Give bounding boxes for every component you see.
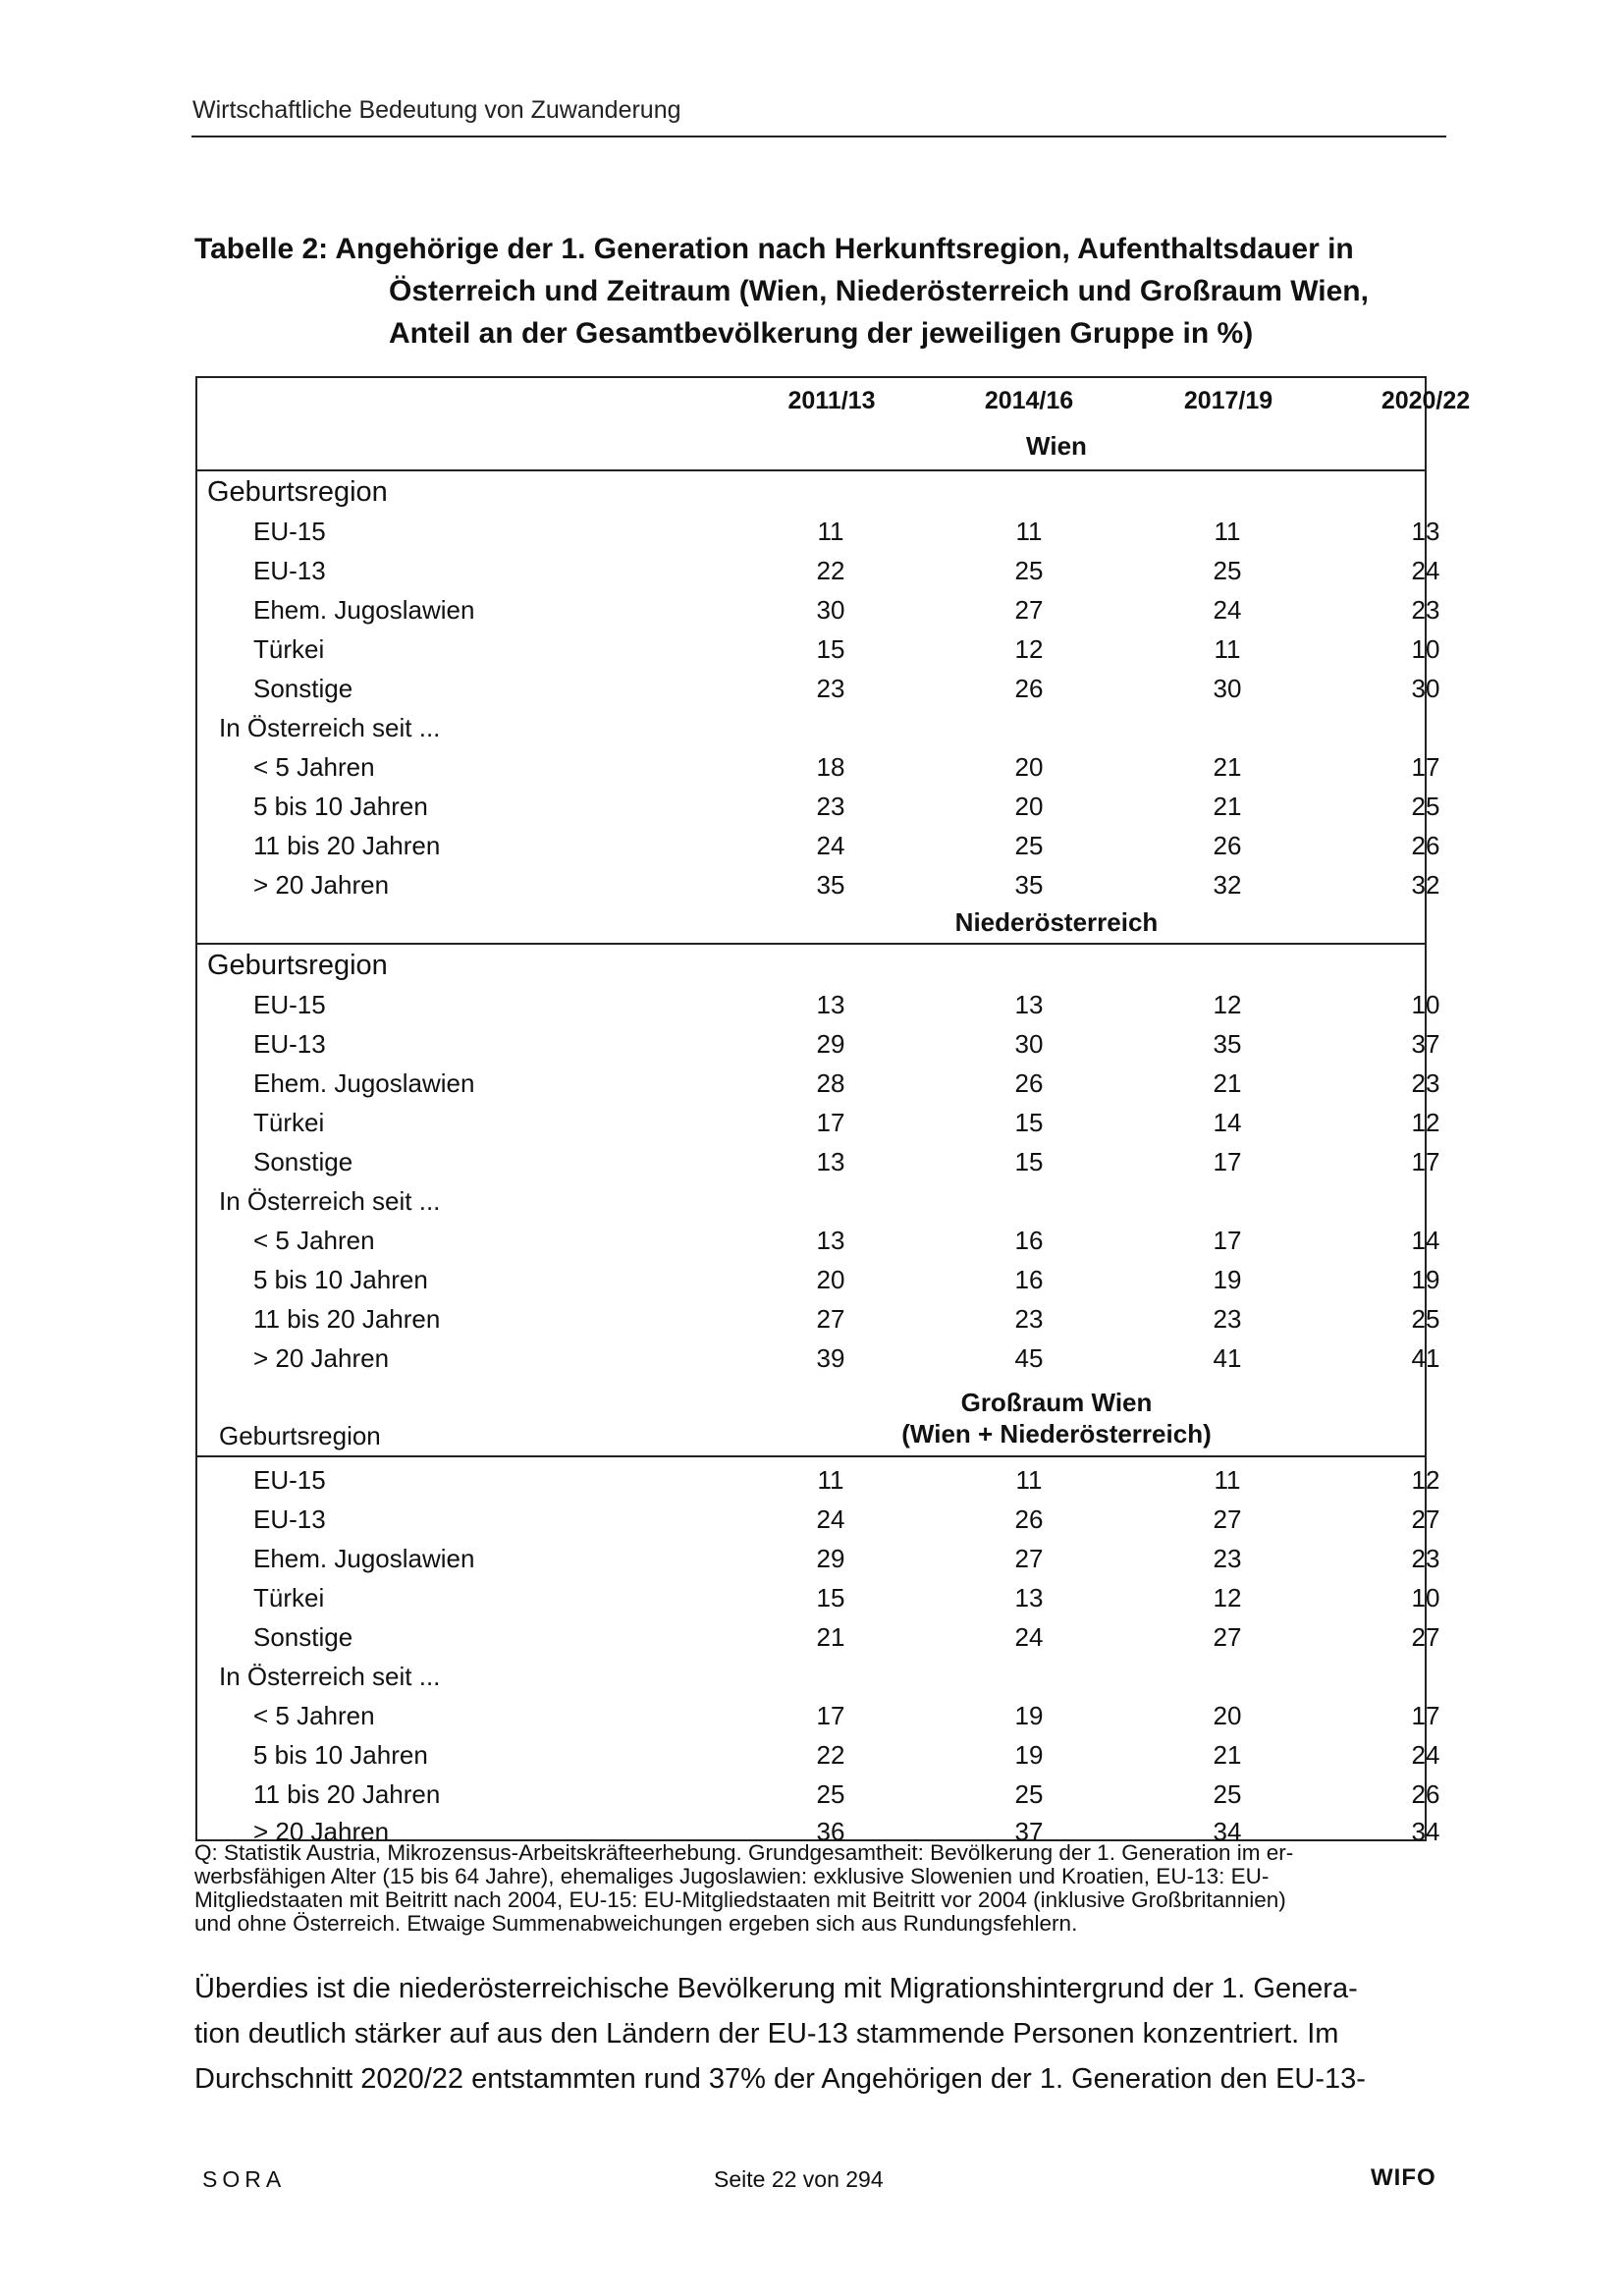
table-cell: 14	[1213, 1108, 1242, 1137]
caption-line-3: Anteil an der Gesamtbevölkerung der jeweiligen Gruppe in %)	[389, 317, 1254, 350]
table-row	[197, 708, 1425, 747]
running-head: Wirtschaftliche Bedeutung von Zuwanderung	[192, 96, 681, 124]
table-row	[197, 1024, 1440, 1064]
table-cell: 13	[1014, 1583, 1044, 1613]
table-row	[197, 1460, 1440, 1500]
row-label: 5 bis 10 Jahren	[253, 1740, 428, 1770]
header-rule	[191, 136, 1446, 137]
row-label: Ehem. Jugoslawien	[253, 1544, 475, 1573]
row-label: In Österreich seit ...	[219, 1186, 441, 1216]
table-cell: 10	[1411, 1583, 1440, 1613]
table-row	[197, 1221, 1440, 1260]
section-title-wien: Wien	[1026, 431, 1087, 461]
table-cell: 17	[1411, 752, 1440, 782]
table-row	[197, 1181, 1425, 1221]
table-cell: 20	[816, 1265, 845, 1294]
table-cell: 12	[1014, 634, 1044, 664]
table-row	[197, 747, 1440, 787]
table-cell: 37	[1411, 1029, 1440, 1059]
table-cell: 24	[816, 831, 845, 860]
table-cell: 20	[1014, 792, 1044, 821]
table-row	[197, 985, 1440, 1024]
row-label: Sonstige	[253, 1622, 353, 1652]
data-table	[195, 376, 1471, 1846]
table-row	[197, 1064, 1440, 1103]
table-row	[197, 551, 1440, 590]
table-rule	[197, 943, 1425, 945]
table-cell: 26	[1014, 1504, 1044, 1534]
table-row	[197, 826, 1440, 865]
row-label: > 20 Jahren	[253, 870, 390, 900]
table-row	[197, 1578, 1440, 1617]
table-row	[197, 1260, 1440, 1299]
table-cell: 32	[1213, 870, 1242, 900]
table-row	[197, 787, 1440, 826]
table-row	[197, 629, 1440, 669]
table-cell: 17	[816, 1701, 845, 1730]
table-cell: 27	[1014, 595, 1044, 625]
row-label: EU-15	[253, 1465, 326, 1495]
table-cell: 12	[1213, 990, 1242, 1019]
table-cell: 27	[1014, 1544, 1044, 1573]
table-row	[197, 1103, 1440, 1142]
section-title-niederoesterreich: Niederösterreich	[954, 907, 1159, 937]
table-source-note	[194, 1841, 1441, 1936]
table-cell: 35	[1213, 1029, 1242, 1059]
footer-sora-logo: SORA	[202, 2166, 287, 2192]
table-cell: 35	[816, 870, 845, 900]
table-cell: 29	[816, 1029, 845, 1059]
row-label: Türkei	[253, 1583, 325, 1613]
column-header: 2017/19	[1183, 387, 1273, 414]
table-cell: 20	[1213, 1701, 1242, 1730]
table-cell: 35	[1014, 870, 1044, 900]
row-label: Geburtsregion	[219, 1421, 381, 1450]
table-row	[197, 1339, 1440, 1378]
table-caption	[194, 228, 1441, 355]
table-cell: 30	[1411, 674, 1440, 703]
row-label: Geburtsregion	[207, 476, 388, 508]
table-cell: 23	[1014, 1304, 1044, 1334]
table-row	[197, 512, 1440, 551]
body-line: tion deutlich stärker auf aus den Ländern der EU-13 stammende Personen konzentriert. Im	[194, 2018, 1339, 2050]
table-cell: 23	[1213, 1304, 1242, 1334]
row-label: EU-15	[253, 990, 326, 1019]
table-cell: 25	[1014, 831, 1044, 860]
table-cell: 26	[1411, 831, 1440, 860]
table-cell: 37	[1014, 1817, 1044, 1846]
row-label: < 5 Jahren	[253, 752, 375, 782]
row-label: 5 bis 10 Jahren	[253, 792, 428, 821]
row-label: > 20 Jahren	[253, 1817, 390, 1846]
table-cell: 13	[816, 990, 845, 1019]
body-line: Durchschnitt 2020/22 entstammten rund 37% der Angehörigen der 1. Generation den EU-13-	[194, 2063, 1366, 2095]
table-cell: 13	[816, 1147, 845, 1176]
table-cell: 25	[1014, 1779, 1044, 1809]
table-cell: 24	[1014, 1622, 1044, 1652]
table-row	[197, 1416, 1425, 1455]
table-cell: 41	[1411, 1343, 1440, 1373]
row-label: 5 bis 10 Jahren	[253, 1265, 428, 1294]
source-line: Q: Statistik Austria, Mikrozensus-Arbeitskräfteerhebung. Grundgesamtheit: Bevölkerung der 1. Generation im er-	[194, 1840, 1294, 1865]
table-cell: 11	[1015, 517, 1043, 546]
table-cell: 22	[816, 1740, 845, 1770]
table-cell: 39	[816, 1343, 845, 1373]
table-cell: 24	[1213, 595, 1242, 625]
table-row	[197, 1696, 1440, 1735]
table-cell: 11	[817, 517, 844, 546]
table-cell: 14	[1411, 1226, 1440, 1255]
row-label: < 5 Jahren	[253, 1701, 375, 1730]
table-cell: 10	[1411, 634, 1440, 664]
column-header: 2011/13	[787, 387, 876, 414]
table-row	[197, 946, 1425, 985]
table-cell: 19	[1014, 1701, 1044, 1730]
row-label: 11 bis 20 Jahren	[253, 1779, 441, 1809]
column-header: 2020/22	[1380, 387, 1471, 414]
row-label: 11 bis 20 Jahren	[253, 1304, 441, 1334]
table-row	[197, 669, 1440, 708]
table-cell: 22	[816, 556, 845, 585]
row-label: 11 bis 20 Jahren	[253, 831, 441, 860]
table-rule	[197, 1455, 1425, 1457]
body-line: Überdies ist die niederösterreichische Bevölkerung mit Migrationshintergrund der 1. Genera-	[194, 1973, 1358, 2004]
table-cell: 15	[816, 1583, 845, 1613]
table-cell: 19	[1213, 1265, 1242, 1294]
table-cell: 20	[1014, 752, 1044, 782]
table-row	[197, 1142, 1440, 1181]
table-cell: 27	[1411, 1504, 1440, 1534]
row-label: Ehem. Jugoslawien	[253, 1068, 475, 1098]
row-label: Geburtsregion	[207, 950, 388, 981]
table-cell: 11	[1214, 634, 1241, 664]
table-cell: 25	[1411, 1304, 1440, 1334]
row-label: Sonstige	[253, 674, 353, 703]
table-row	[197, 1775, 1440, 1814]
table-cell: 28	[816, 1068, 845, 1098]
table-cell: 21	[1213, 752, 1242, 782]
row-label: Türkei	[253, 634, 325, 664]
table-cell: 32	[1411, 870, 1440, 900]
table-cell: 12	[1411, 1465, 1440, 1495]
table-cell: 24	[816, 1504, 845, 1534]
table-row	[197, 1500, 1440, 1539]
table-cell: 24	[1411, 1740, 1440, 1770]
table-cell: 34	[1411, 1817, 1440, 1846]
table-cell: 25	[1014, 556, 1044, 585]
row-label: Ehem. Jugoslawien	[253, 595, 475, 625]
table-cell: 23	[1411, 595, 1440, 625]
table-cell: 26	[1014, 674, 1044, 703]
table-cell: 24	[1411, 556, 1440, 585]
table-cell: 10	[1411, 990, 1440, 1019]
table-cell: 26	[1411, 1779, 1440, 1809]
table-cell: 29	[816, 1544, 845, 1573]
row-label: Türkei	[253, 1108, 325, 1137]
table-cell: 12	[1411, 1108, 1440, 1137]
row-label: In Österreich seit ...	[219, 713, 441, 742]
table-row	[197, 1299, 1440, 1339]
table-cell: 26	[1213, 831, 1242, 860]
table-rule	[197, 469, 1425, 471]
table-cell: 21	[1213, 1068, 1242, 1098]
table-cell: 27	[816, 1304, 845, 1334]
table-cell: 30	[1014, 1029, 1044, 1059]
table-cell: 11	[817, 1465, 844, 1495]
source-line: und ohne Österreich. Etwaige Summenabweichungen ergeben sich aus Rundungsfehlern.	[194, 1911, 1078, 1936]
table-cell: 25	[816, 1779, 845, 1809]
row-label: < 5 Jahren	[253, 1226, 375, 1255]
table-cell: 25	[1213, 556, 1242, 585]
table-row	[197, 1617, 1440, 1657]
row-label: EU-13	[253, 556, 326, 585]
table-cell: 41	[1213, 1343, 1242, 1373]
table-row	[197, 1539, 1440, 1578]
caption-line-1: Tabelle 2: Angehörige der 1. Generation nach Herkunftsregion, Aufenthaltsdauer in	[194, 233, 1354, 265]
table-cell: 11	[1214, 517, 1241, 546]
table-cell: 21	[1213, 1740, 1242, 1770]
table-cell: 15	[1014, 1147, 1044, 1176]
table-cell: 23	[1411, 1068, 1440, 1098]
body-paragraph	[194, 1966, 1451, 2102]
table-cell: 45	[1014, 1343, 1044, 1373]
table-cell: 23	[816, 792, 845, 821]
table-cell: 13	[1014, 990, 1044, 1019]
table-cell: 23	[1213, 1544, 1242, 1573]
table-cell: 27	[1411, 1622, 1440, 1652]
table-row	[197, 865, 1440, 904]
table-cell: 25	[1213, 1779, 1242, 1809]
row-label: EU-13	[253, 1029, 326, 1059]
table-cell: 30	[816, 595, 845, 625]
table-cell: 13	[816, 1226, 845, 1255]
table-cell: 30	[1213, 674, 1242, 703]
table-row	[197, 472, 1425, 512]
caption-line-2: Österreich und Zeitraum (Wien, Niederösterreich und Großraum Wien,	[389, 275, 1369, 307]
table-cell: 15	[1014, 1108, 1044, 1137]
section-subtitle-grossraum-wien: (Wien + Niederösterreich)	[901, 1419, 1212, 1449]
source-line: werbsfähigen Alter (15 bis 64 Jahre), ehemaliges Jugoslawien: exklusive Slowenien und Kroatien, EU-13: EU-	[194, 1864, 1270, 1888]
table-cell: 27	[1213, 1504, 1242, 1534]
table-row	[197, 1735, 1440, 1775]
table-cell: 11	[1015, 1465, 1043, 1495]
table-cell: 27	[1213, 1622, 1242, 1652]
footer-wifo-logo: WIFO	[1371, 2164, 1436, 2191]
table-row	[197, 1657, 1425, 1696]
table-cell: 12	[1213, 1583, 1242, 1613]
table-cell: 19	[1014, 1740, 1044, 1770]
table-cell: 23	[816, 674, 845, 703]
table-cell: 21	[816, 1622, 845, 1652]
table-cell: 36	[816, 1817, 845, 1846]
table-cell: 17	[1411, 1147, 1440, 1176]
table-cell: 18	[816, 752, 845, 782]
page-number: Seite 22 von 294	[714, 2166, 884, 2192]
table-cell: 15	[816, 634, 845, 664]
section-title-grossraum-wien: Großraum Wien	[960, 1388, 1153, 1417]
source-line: Mitgliedstaaten mit Beitritt nach 2004, EU-15: EU-Mitgliedstaaten mit Beitritt vor 2004 (inklusive Großbritannien)	[194, 1887, 1286, 1912]
table-cell: 19	[1411, 1265, 1440, 1294]
table-cell: 25	[1411, 792, 1440, 821]
table-cell: 23	[1411, 1544, 1440, 1573]
table-cell: 11	[1214, 1465, 1241, 1495]
table-cell: 34	[1213, 1817, 1242, 1846]
table-cell: 13	[1411, 517, 1440, 546]
row-label: EU-13	[253, 1504, 326, 1534]
table-row	[197, 590, 1440, 629]
table-cell: 21	[1213, 792, 1242, 821]
row-label: > 20 Jahren	[253, 1343, 390, 1373]
table-cell: 17	[1213, 1147, 1242, 1176]
column-header-row	[197, 381, 1471, 420]
row-label: In Österreich seit ...	[219, 1662, 441, 1691]
table-cell: 26	[1014, 1068, 1044, 1098]
table-cell: 17	[1411, 1701, 1440, 1730]
column-header: 2014/16	[984, 387, 1074, 414]
table-cell: 17	[1213, 1226, 1242, 1255]
table-cell: 16	[1014, 1265, 1044, 1294]
table-cell: 17	[816, 1108, 845, 1137]
row-label: Sonstige	[253, 1147, 353, 1176]
row-label: EU-15	[253, 517, 326, 546]
table-cell: 16	[1014, 1226, 1044, 1255]
